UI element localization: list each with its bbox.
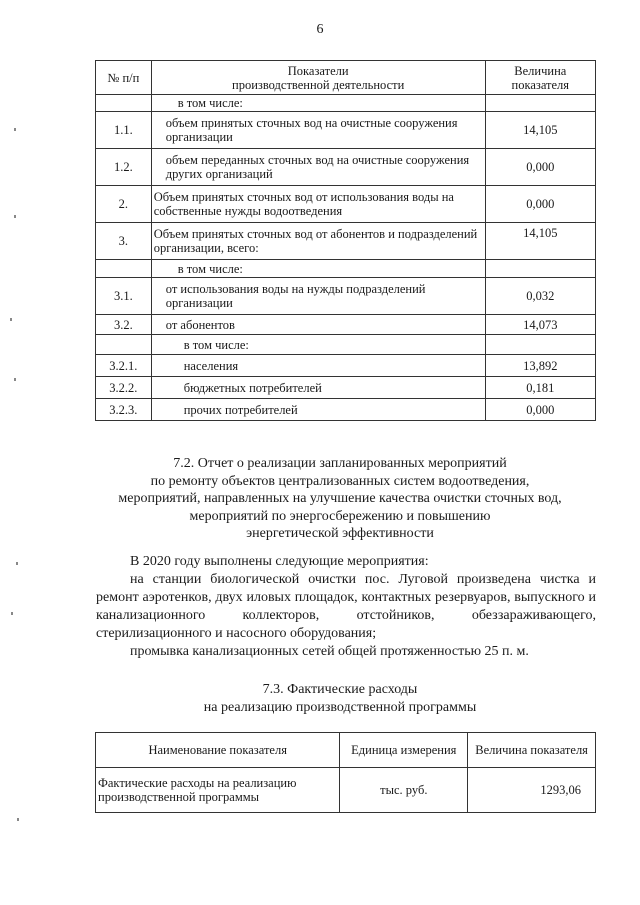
table-header-row <box>96 733 596 768</box>
paragraph-intro: В 2020 году выполнены следующие мероприятия: <box>130 554 429 569</box>
row-name: населения <box>151 355 485 377</box>
row-value: 13,892 <box>485 355 595 377</box>
row-name: прочих потребителей <box>151 399 485 421</box>
row-value: 14,073 <box>485 315 595 335</box>
header-value-line1: Величина <box>514 63 567 78</box>
scan-speck <box>11 612 13 615</box>
heading-line: 7.2. Отчет о реализации запланированных мероприятий <box>173 456 507 471</box>
table-row <box>96 377 596 399</box>
row-value: 0,000 <box>485 399 595 421</box>
heading-line: энергетической эффективности <box>246 526 434 541</box>
table-row <box>96 768 596 813</box>
header-unit: Единица измерения <box>340 733 468 768</box>
scan-speck <box>10 318 12 321</box>
row-name: объем принятых сточных вод на очистные сооружения организации <box>151 112 485 149</box>
row-unit: тыс. руб. <box>340 768 468 813</box>
header-name <box>151 61 485 95</box>
row-name: в том числе: <box>151 260 485 278</box>
header-name-line1: Показатели <box>287 63 349 78</box>
paragraph-works: на станции биологической очистки пос. Луговой произведена чистка и ремонт аэротенков, двух иловых площадок, контактных резервуаров, выпускного и канализационного коллекторов, отстойников, обеззараживающего, стерилизационного и насосного оборудования; <box>96 572 596 641</box>
row-name: Фактические расходы на реализацию производственной программы <box>96 768 340 813</box>
header-name-line2: производственной деятельности <box>232 77 405 92</box>
row-value: 0,000 <box>485 186 595 223</box>
row-num <box>96 335 152 355</box>
row-value: 14,105 <box>485 112 595 149</box>
scan-speck <box>14 215 16 218</box>
row-name: бюджетных потребителей <box>151 377 485 399</box>
table-row <box>96 315 596 335</box>
header-name: Наименование показателя <box>96 733 340 768</box>
heading-line: по ремонту объектов централизованных систем водоотведения, <box>150 473 530 489</box>
row-num: 1.1. <box>96 112 152 149</box>
scan-speck <box>14 128 16 131</box>
table-row <box>96 278 596 315</box>
table-row <box>96 399 596 421</box>
row-num: 3.2. <box>96 315 152 335</box>
row-num: 3.2.1. <box>96 355 152 377</box>
header-num: № п/п <box>96 61 152 95</box>
scan-speck <box>17 818 19 821</box>
table-row <box>96 95 596 112</box>
table-row <box>96 112 596 149</box>
table-header-row <box>96 61 596 95</box>
heading-line: на реализацию производственной программы <box>203 699 477 715</box>
row-num: 1.2. <box>96 149 152 186</box>
header-value-line2: показателя <box>511 77 570 92</box>
row-name: Объем принятых сточных вод от использования воды на собственные нужды водоотведения <box>151 186 485 223</box>
row-value: 0,000 <box>485 149 595 186</box>
table-row <box>96 260 596 278</box>
row-value: 0,032 <box>485 278 595 315</box>
row-num: 3.2.3. <box>96 399 152 421</box>
heading-line: мероприятий, направленных на улучшение качества очистки сточных вод, <box>118 491 562 506</box>
section-7-2-heading <box>60 455 620 543</box>
body-text <box>96 553 596 661</box>
section-7-3-heading <box>60 681 620 716</box>
scan-speck <box>16 562 18 565</box>
row-value: 1293,06 <box>468 768 596 813</box>
table-row <box>96 335 596 355</box>
table-row <box>96 223 596 260</box>
row-name: в том числе: <box>151 95 485 112</box>
row-num: 3.2.2. <box>96 377 152 399</box>
row-value <box>485 335 595 355</box>
production-indicators-table <box>95 60 596 421</box>
row-num <box>96 95 152 112</box>
row-name: от использования воды на нужды подразделений организации <box>151 278 485 315</box>
paragraph-flushing: промывка канализационных сетей общей протяженностью 25 п. м. <box>130 644 529 659</box>
row-value <box>485 260 595 278</box>
row-num: 3. <box>96 223 152 260</box>
table-row <box>96 186 596 223</box>
row-name: от абонентов <box>151 315 485 335</box>
table-row <box>96 149 596 186</box>
row-num <box>96 260 152 278</box>
page-number: 6 <box>316 22 324 37</box>
header-value: Величина показателя <box>468 733 596 768</box>
table-row <box>96 355 596 377</box>
row-value: 0,181 <box>485 377 595 399</box>
row-name: в том числе: <box>151 335 485 355</box>
row-value <box>485 95 595 112</box>
row-num: 2. <box>96 186 152 223</box>
header-value <box>485 61 595 95</box>
row-value: 14,105 <box>485 223 595 260</box>
actual-expenses-table <box>95 732 596 813</box>
row-num: 3.1. <box>96 278 152 315</box>
heading-line: мероприятий по энергосбережению и повышению <box>189 508 491 524</box>
row-name: объем переданных сточных вод на очистные сооружения других организаций <box>151 149 485 186</box>
heading-line: 7.3. Фактические расходы <box>262 682 418 697</box>
scan-speck <box>14 378 16 381</box>
row-name: Объем принятых сточных вод от абонентов и подразделений организации, всего: <box>151 223 485 260</box>
